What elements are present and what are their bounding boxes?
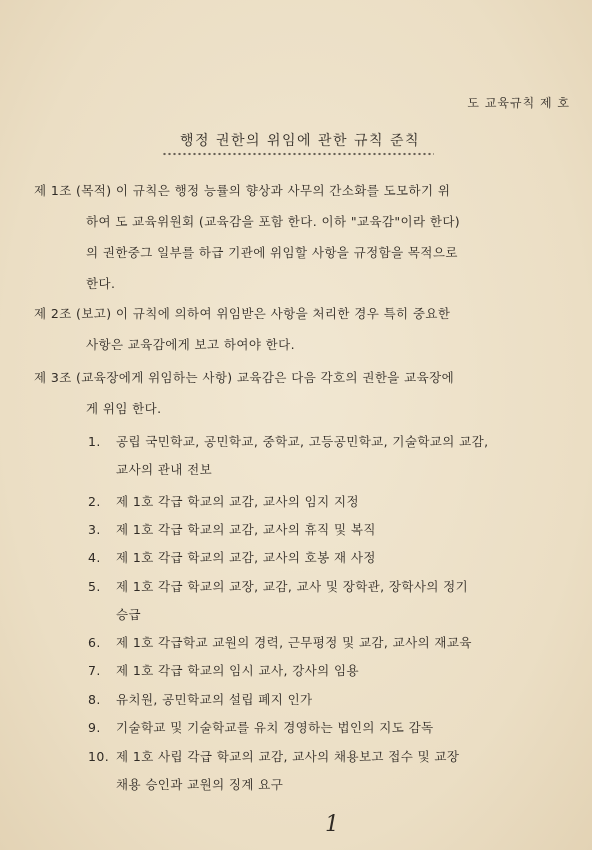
article-line: 제 1조 (목적) 이 규칙은 행정 능률의 향상과 사무의 간소화를 도모하기 위 <box>34 183 451 198</box>
item-number: 1. <box>88 434 101 449</box>
list-item <box>88 743 558 799</box>
article-line: 하여 도 교육위원회 (교육감을 포함 한다. 이하 "교육감"이라 한다) <box>86 214 461 229</box>
item-text: 제 1호 각급 학교의 교장, 교감, 교사 및 장학관, 장학사의 정기 <box>116 579 469 594</box>
item-number: 4. <box>88 550 101 565</box>
item-text: 제 1호 사립 각급 학교의 교감, 교사의 채용보고 접수 및 교장 <box>116 749 460 764</box>
item-number: 5. <box>88 579 101 594</box>
item-text: 제 1호 각급 학교의 교감, 교사의 임지 지정 <box>116 494 359 509</box>
item-number: 10. <box>88 749 110 764</box>
item-number: 3. <box>88 522 101 537</box>
article-line: 한다. <box>86 276 116 291</box>
item-text: 채용 승인과 교원의 징계 요구 <box>116 777 284 792</box>
item-text: 제 1호 각급학교 교원의 경력, 근무평정 및 교감, 교사의 재교육 <box>116 635 472 650</box>
article-line: 게 위임 한다. <box>86 401 162 416</box>
list-item <box>88 714 558 742</box>
article-1 <box>34 175 559 299</box>
article-3 <box>34 362 559 424</box>
item-text: 기술학교 및 기술학교를 유치 경영하는 법인의 지도 감독 <box>116 720 434 735</box>
list-item <box>88 516 558 544</box>
item-number: 2. <box>88 494 101 509</box>
article-line: 의 권한중그 일부를 하급 기관에 위임할 사항을 규정함을 목적으로 <box>86 245 458 260</box>
item-text: 승급 <box>116 607 141 622</box>
document-number: 도 교육규칙 제 호 <box>467 96 570 110</box>
title-dotted-underline <box>162 151 434 157</box>
item-number: 9. <box>88 720 101 735</box>
list-item <box>88 573 558 629</box>
article-line: 제 2조 (보고) 이 규칙에 의하여 위임받은 사항을 처리한 경우 특히 중요한 <box>34 306 451 321</box>
item-text: 제 1호 각급 학교의 임시 교사, 강사의 임용 <box>116 663 359 678</box>
item-text: 제 1호 각급 학교의 교감, 교사의 휴직 및 복직 <box>116 522 376 537</box>
document-title: 행정 권한의 위임에 관한 규칙 준칙 <box>179 133 421 149</box>
article-2 <box>34 298 559 360</box>
item-text: 교사의 관내 전보 <box>116 462 213 477</box>
list-item <box>88 544 558 572</box>
list-item <box>88 686 558 714</box>
item-text: 유치원, 공민학교의 설립 폐지 인가 <box>116 692 313 707</box>
item-text: 공립 국민학교, 공민학교, 중학교, 고등공민학교, 기술학교의 교감, <box>116 434 489 449</box>
list-item <box>88 488 558 516</box>
item-text: 제 1호 각급 학교의 교감, 교사의 호봉 재 사정 <box>116 550 376 565</box>
article-line: 제 3조 (교육장에게 위임하는 사항) 교육감은 다음 각호의 권한을 교육장에 <box>34 370 455 385</box>
item-number: 7. <box>88 663 101 678</box>
list-item <box>88 428 558 484</box>
page-number: 1 <box>325 812 339 837</box>
item-number: 6. <box>88 635 101 650</box>
list-item <box>88 657 558 685</box>
article-line: 사항은 교육감에게 보고 하여야 한다. <box>86 337 295 352</box>
item-number: 8. <box>88 692 101 707</box>
list-item <box>88 629 558 657</box>
